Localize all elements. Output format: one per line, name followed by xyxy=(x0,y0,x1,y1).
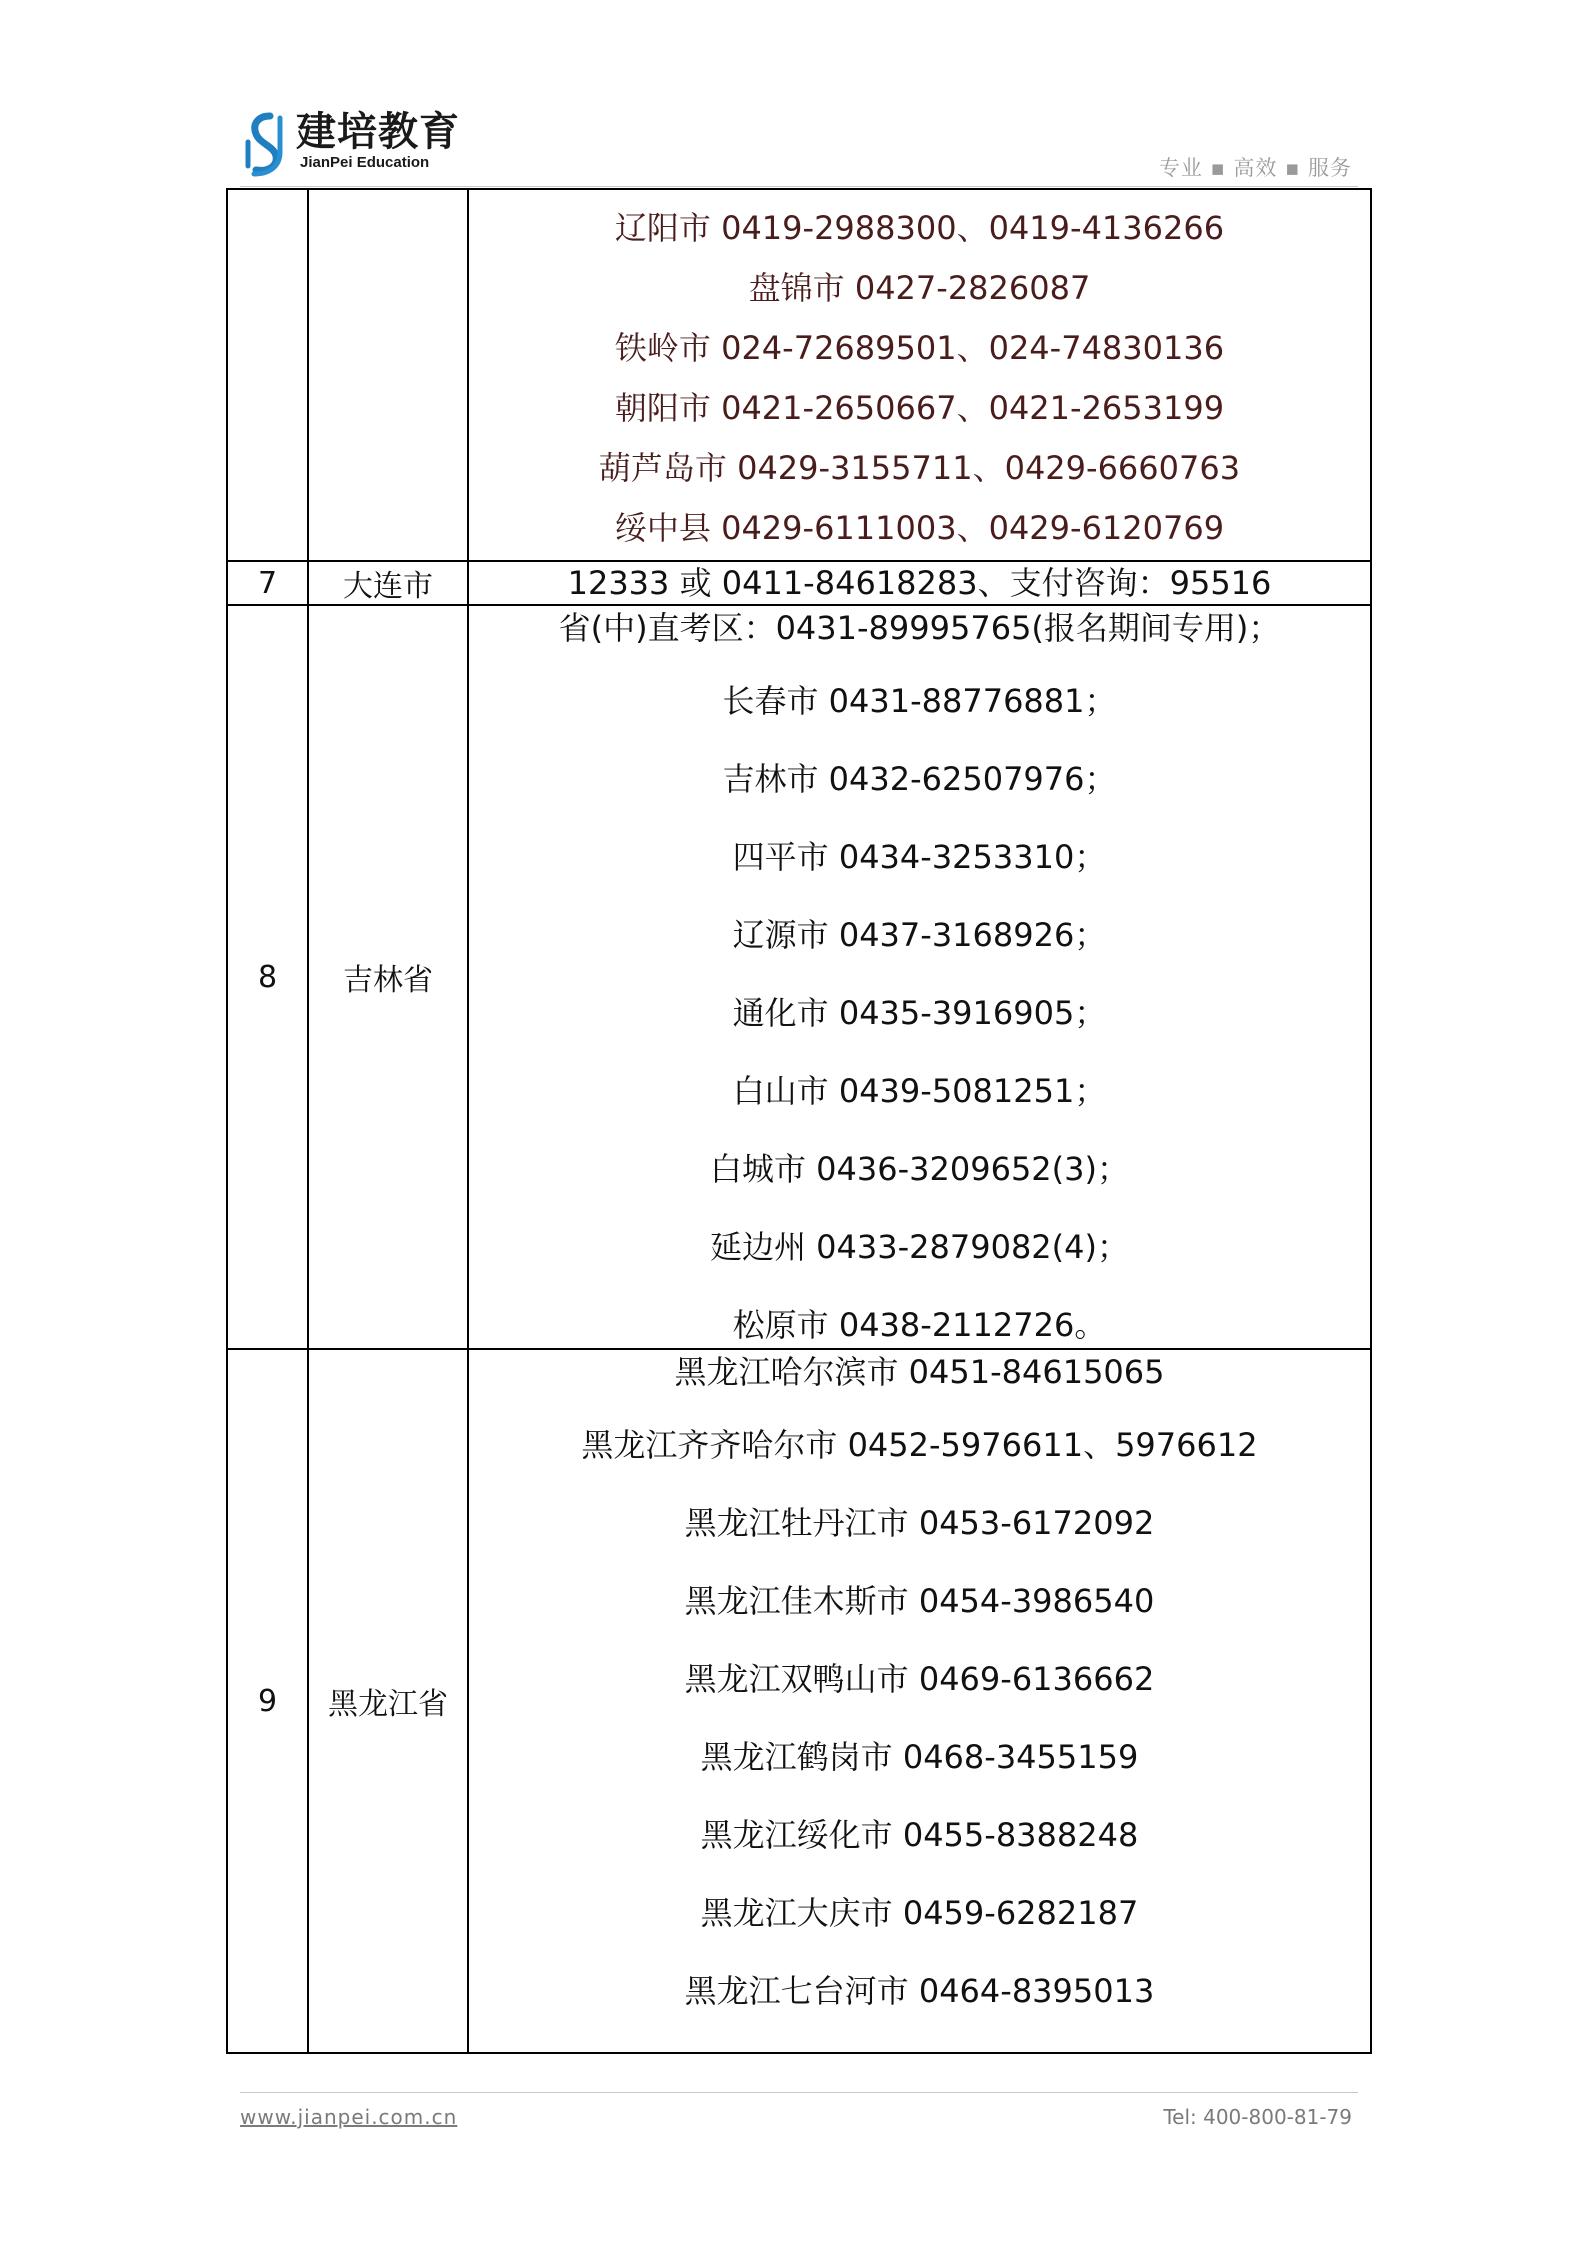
contact-line: 葫芦岛市 0429-3155711、0429-6660763 xyxy=(598,449,1241,487)
contact-line: 黑龙江七台河市 0464-8395013 xyxy=(684,1972,1155,2010)
contact-line: 黑龙江大庆市 0459-6282187 xyxy=(700,1894,1139,1932)
row-number: 7 xyxy=(257,565,278,601)
contact-cell xyxy=(469,1350,1370,2052)
contact-table xyxy=(226,188,1372,2054)
province-name: 吉林省 xyxy=(343,963,433,998)
row-number-cell xyxy=(228,606,309,1348)
page-footer xyxy=(240,2092,1358,2133)
brand-logo[interactable] xyxy=(240,108,500,178)
logo-english-name: JianPei Education xyxy=(300,154,430,171)
website-link[interactable]: www.jianpei.com.cn xyxy=(240,2105,458,2129)
province-name: 大连市 xyxy=(343,569,433,604)
table-row xyxy=(228,190,1370,560)
contact-cell xyxy=(469,606,1370,1348)
contact-line: 盘锦市 0427-2826087 xyxy=(748,269,1091,307)
contact-line: 黑龙江绥化市 0455-8388248 xyxy=(700,1816,1139,1854)
contact-line: 黑龙江佳木斯市 0454-3986540 xyxy=(684,1582,1155,1620)
contact-line: 12333 或 0411-84618283、支付咨询：95516 xyxy=(567,564,1272,602)
contact-line: 长春市 0431-88776881； xyxy=(722,682,1117,720)
contact-line: 辽源市 0437-3168926； xyxy=(732,916,1107,954)
row-number-cell xyxy=(228,190,309,560)
province-name: 黑龙江省 xyxy=(328,1687,448,1722)
contact-line: 铁岭市 024-72689501、024-74830136 xyxy=(614,329,1225,367)
page-header xyxy=(240,108,1358,187)
contact-line: 黑龙江齐齐哈尔市 0452-5976611、5976612 xyxy=(581,1426,1258,1464)
contact-line: 通化市 0435-3916905； xyxy=(732,994,1107,1032)
contact-line: 松原市 0438-2112726。 xyxy=(732,1306,1107,1344)
contact-cell xyxy=(469,190,1370,560)
header-slogan: 专业 ▪ 高效 ▪ 服务 xyxy=(1158,156,1352,180)
province-cell xyxy=(309,190,469,560)
contact-line: 黑龙江哈尔滨市 0451-84615065 xyxy=(674,1353,1165,1391)
contact-line: 白城市 0436-3209652(3)； xyxy=(709,1150,1129,1188)
contact-line: 四平市 0434-3253310； xyxy=(732,838,1107,876)
contact-line: 省(中)直考区：0431-89995765(报名期间专用)； xyxy=(558,609,1281,647)
contact-cell xyxy=(469,562,1370,604)
table-row xyxy=(228,560,1370,604)
logo-mark-icon xyxy=(240,112,298,178)
contact-line: 黑龙江双鸭山市 0469-6136662 xyxy=(684,1660,1155,1698)
province-cell xyxy=(309,606,469,1348)
province-cell xyxy=(309,1350,469,2052)
logo-chinese-name: 建培教育 xyxy=(296,108,460,155)
row-number: 8 xyxy=(257,959,278,995)
footer-telephone: Tel: 400-800-81-79 xyxy=(1163,2105,1352,2129)
contact-line: 黑龙江牡丹江市 0453-6172092 xyxy=(684,1504,1155,1542)
contact-line: 黑龙江鹤岗市 0468-3455159 xyxy=(700,1738,1139,1776)
province-cell xyxy=(309,562,469,604)
row-number: 9 xyxy=(257,1683,278,1719)
row-number-cell xyxy=(228,1350,309,2052)
contact-line: 绥中县 0429-6111003、0429-6120769 xyxy=(614,509,1225,547)
row-number-cell xyxy=(228,562,309,604)
contact-line: 辽阳市 0419-2988300、0419-4136266 xyxy=(614,209,1225,247)
contact-line: 吉林市 0432-62507976； xyxy=(722,760,1117,798)
contact-line: 朝阳市 0421-2650667、0421-2653199 xyxy=(614,389,1225,427)
table-row xyxy=(228,1348,1370,2052)
table-row xyxy=(228,604,1370,1348)
contact-line: 白山市 0439-5081251； xyxy=(732,1072,1107,1110)
contact-line: 延边州 0433-2879082(4)； xyxy=(709,1228,1129,1266)
